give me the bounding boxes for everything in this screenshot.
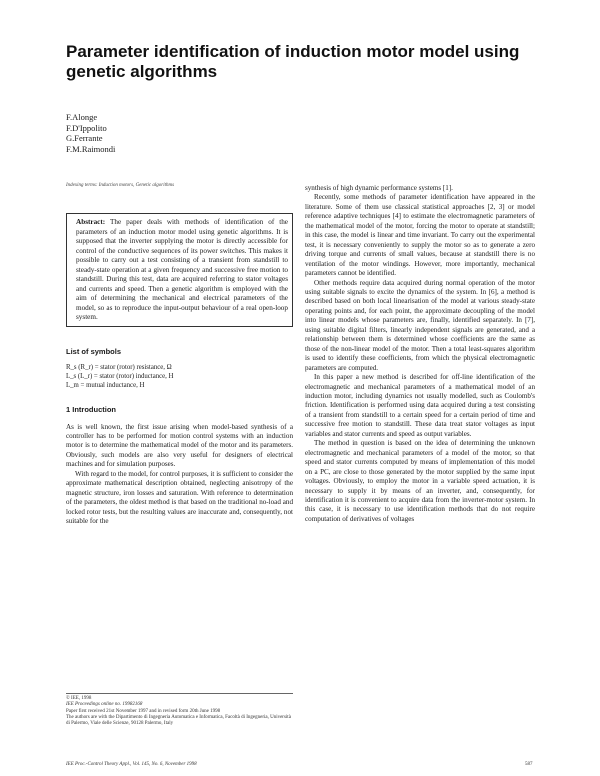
author-name: F.M.Raimondi [66,143,116,154]
body-paragraph: As is well known, the first issue arising when model-based synthesis of a controller has to be performed for motion control systems with an induction motor is to determine the mathematical model of the motor and its parameters. Obviously, such models are also very useful for designers of electrical machines and for simulation purposes. [66,422,293,469]
abstract-box [66,213,293,327]
body-paragraph: synthesis of high dynamic performance systems [1]. [305,184,453,192]
symbol-item: L_s (L_r) = stator (rotor) inductance, H [66,372,174,380]
footnote-line: © IEE, 1998 [66,696,92,701]
body-paragraph: With regard to the model, for control purposes, it is sufficient to consider the approximate mathematical description obtained, neglecting anisotropy of the magnetic structure, iron losses and saturation. With reference to determination of the parameters, the oldest method is that based on the traditional no-load and locked rotor tests, but the resulting values are inaccurate and, consequently, not suitable for the [66,469,293,526]
symbols-heading: List of symbols [66,346,122,356]
body-paragraph: In this paper a new method is described for off-line identification of the electromagnetic and mechanical parameters of a mathematical model of an induction motor, including dynamics not usually modelled, such as Coulomb's friction. Identification is performed using data acquired during a test consisting of a transient from standstill to a certain speed for a certain period of time and successive free motion to standstill. These data treat stator voltages as input variables and stator currents and speed as output variables. [305,373,535,438]
left-column [66,213,293,526]
paper-title: Parameter identification of induction motor model using genetic algorithms [66,42,520,81]
author-list [66,112,115,154]
author-name: F.Alonge [66,112,98,122]
right-column [305,184,535,524]
footnote-line: Paper first received 21st November 1997 and in revised form 20th June 1998 [66,708,221,714]
abstract-text: The paper deals with methods of identification of the parameters of an induction motor model using genetic algorithms. It is supposed that the inverter supplying the motor is directly accessible for control of the conductive sequences of its power switches. This makes it possible to carry out a test consisting of a transient from standstill to steady-state operation at a given frequency and successive free motion to standstill. During this test, data are acquired referring to stator voltages and currents and speed. Then a genetic algorithm is employed with the aim of determining the mechanical and electrical parameters of the model, so as to reproduce the input-output behaviour of a real open-loop system. [76,218,288,321]
body-paragraph: Recently, some methods of parameter identification have appeared in the literature. Some of them use classical statistical approaches [2, 3] or model reference adaptive techniques [4] to estimate the electromagnetic parameters of the mathematical model of the motor, forcing the motor to operate at standstill; in this case, the model is linear and time invariant. To carry out the experimental test, it is necessary conveniently to supply the motor so as to generate a zero driving torque and currents of small values, because at standstill there is no ventilation of the motor windings. However, more importantly, mechanical parameters cannot be identified. [305,193,535,278]
footnote [66,693,293,727]
symbols-list [66,363,293,390]
journal-citation: IEE Proc.-Control Theory Appl., Vol. 145, No. 6, November 1998 [66,762,197,767]
body-paragraph: The method in question is based on the idea of determining the unknown electromagnetic and mechanical parameters of a model of the motor, so that speed and stator currents computed by means of implementation of this model on a PC, are close to those generated by the motor supplied by the same input voltages. Obviously, to employ the motor in a variable speed actuation, it is necessary to supply it by means of an inverter, and, consequently, for identification it is convenient to acquire data from the inverter-motor system. In this case, it is necessary to use identification methods that do not require computation of derivatives of voltages [305,439,535,523]
footnote-line: IEE Proceedings online no. 19982168 [66,702,143,708]
body-paragraph: Other methods require data acquired during normal operation of the motor using suitable signals to excite the dynamics of the system. In [6], a method is described based on both local linearisation of the model at various steady-state operating points and, for each point, the approximate decoupling of the model into linear models whose parameters are, finally, identified separately. In [7], using suitable digital filters, linearly independent signals are generated, and a relationship between them is determined whose coefficients are the same as those of the non-linear model of the motor. Then a total least-squares algorithm is used to identify these coefficients, from which the physical electromagnetic parameters are computed. [305,278,535,372]
indexing-terms: Indexing terms: Induction motors, Genetic algorithms [66,183,175,188]
author-name: F.D'Ippolito [66,122,107,133]
symbol-item: R_s (R_r) = stator (rotor) resistance, Ω [66,363,172,371]
page-number: 587 [525,762,533,767]
footnote-line: The authors are with the Dipartimento di Ingegneria Automatica e Informatica, Facoltà di Ingegneria, Università di Palermo, Viale delle Scienze, 90128 Palermo, Italy [66,714,291,727]
author-name: G.Ferrante [66,133,103,143]
abstract-label: Abstract: [76,218,106,226]
symbol-item: L_m = mutual inductance, H [66,381,145,389]
section-heading-introduction: 1 Introduction [66,404,116,414]
